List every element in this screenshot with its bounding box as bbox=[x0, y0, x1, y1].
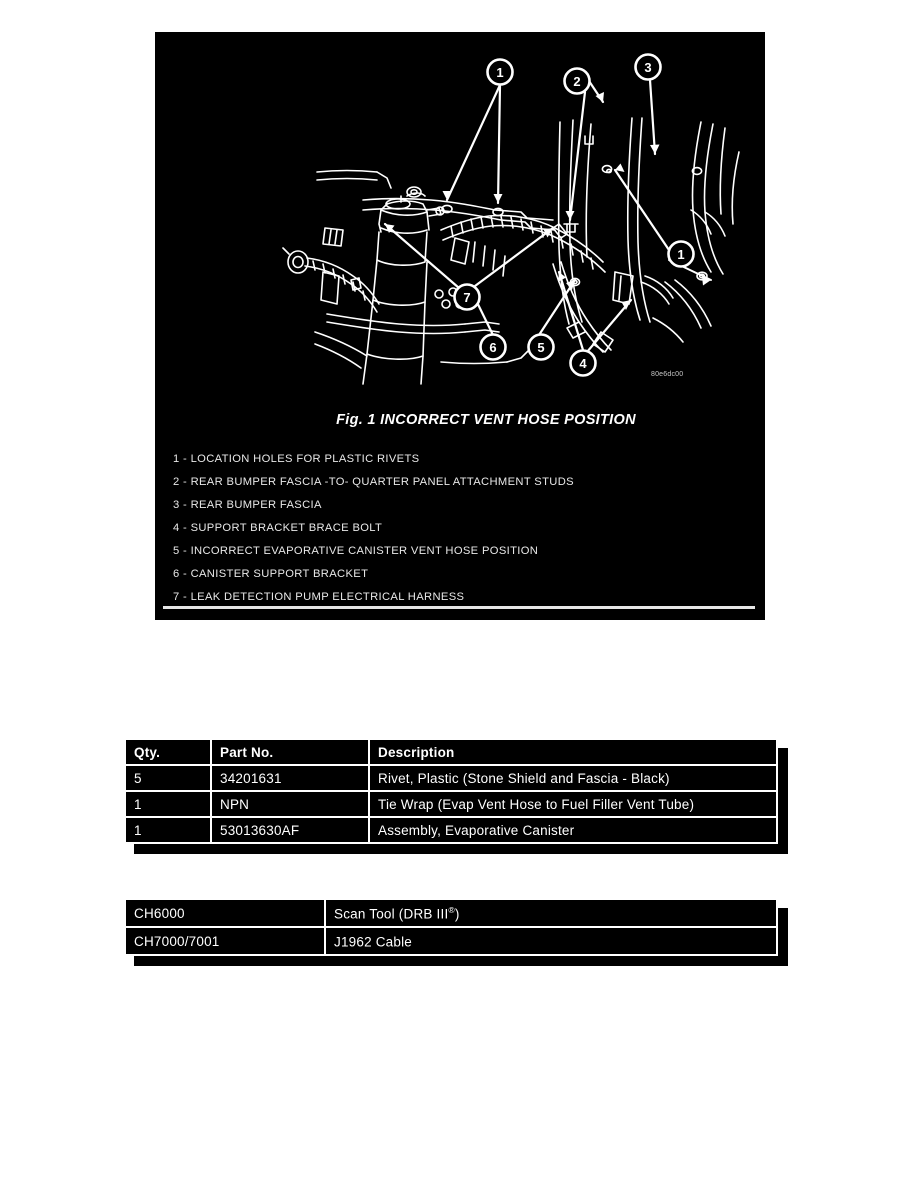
legend-divider-rule bbox=[163, 606, 755, 609]
svg-text:1: 1 bbox=[677, 247, 685, 262]
legend-item: 2 - REAR BUMPER FASCIA -TO- QUARTER PANEL ATTACHMENT STUDS bbox=[173, 476, 574, 488]
column-header-description: Description bbox=[369, 739, 777, 765]
parts-table-block bbox=[124, 738, 778, 844]
table-row bbox=[125, 927, 777, 955]
svg-text:1: 1 bbox=[496, 65, 504, 80]
figure-panel bbox=[155, 32, 765, 620]
callout-marker-4 bbox=[571, 351, 596, 376]
cell-part-no: NPN bbox=[211, 791, 369, 817]
table-row bbox=[125, 899, 777, 927]
cell-tool-number: CH6000 bbox=[125, 899, 325, 927]
table-row bbox=[125, 765, 777, 791]
cell-tool-number: CH7000/7001 bbox=[125, 927, 325, 955]
special-tools-table bbox=[124, 898, 778, 956]
table-header-row bbox=[125, 739, 777, 765]
svg-text:6: 6 bbox=[489, 340, 497, 355]
svg-text:5: 5 bbox=[537, 340, 545, 355]
table-row bbox=[125, 791, 777, 817]
tool-description-text: Scan Tool (DRB III bbox=[334, 906, 449, 922]
cell-tool-description bbox=[325, 927, 777, 955]
cell-qty: 5 bbox=[125, 765, 211, 791]
svg-text:7: 7 bbox=[463, 290, 471, 305]
column-header-qty: Qty. bbox=[125, 739, 211, 765]
cell-description: Assembly, Evaporative Canister bbox=[369, 817, 777, 843]
cell-qty: 1 bbox=[125, 791, 211, 817]
vent-hose-diagram-illustration bbox=[155, 32, 765, 392]
legend-item: 5 - INCORRECT EVAPORATIVE CANISTER VENT HOSE POSITION bbox=[173, 545, 539, 557]
parts-table bbox=[124, 738, 778, 844]
table-row bbox=[125, 817, 777, 843]
callout-marker-7 bbox=[455, 285, 480, 310]
callout-marker-1 bbox=[488, 60, 513, 85]
svg-text:2: 2 bbox=[573, 74, 581, 89]
figure-caption: Fig. 1 INCORRECT VENT HOSE POSITION bbox=[336, 412, 636, 428]
tool-description-text: J1962 Cable bbox=[334, 934, 413, 950]
cell-qty: 1 bbox=[125, 817, 211, 843]
callout-marker-6 bbox=[481, 335, 506, 360]
callout-marker-5 bbox=[529, 335, 554, 360]
svg-text:3: 3 bbox=[644, 60, 652, 75]
cell-description: Rivet, Plastic (Stone Shield and Fascia - Black) bbox=[369, 765, 777, 791]
legend-item: 6 - CANISTER SUPPORT BRACKET bbox=[173, 568, 369, 580]
tool-description-suffix: ) bbox=[454, 906, 460, 922]
cell-part-no: 53013630AF bbox=[211, 817, 369, 843]
registered-mark-icon: ® bbox=[448, 904, 455, 915]
callout-marker-2 bbox=[565, 69, 590, 94]
legend-item: 1 - LOCATION HOLES FOR PLASTIC RIVETS bbox=[173, 453, 420, 465]
legend-item: 3 - REAR BUMPER FASCIA bbox=[173, 499, 322, 511]
artwork-reference-code: 80e6dc00 bbox=[651, 371, 684, 378]
legend-item: 4 - SUPPORT BRACKET BRACE BOLT bbox=[173, 522, 383, 534]
callout-marker-1 bbox=[669, 242, 694, 267]
figure-legend bbox=[173, 448, 753, 609]
cell-description: Tie Wrap (Evap Vent Hose to Fuel Filler Vent Tube) bbox=[369, 791, 777, 817]
cell-tool-description bbox=[325, 899, 777, 927]
svg-text:4: 4 bbox=[579, 356, 587, 371]
legend-item: 7 - LEAK DETECTION PUMP ELECTRICAL HARNESS bbox=[173, 591, 465, 603]
tools-table-block bbox=[124, 898, 778, 956]
cell-part-no: 34201631 bbox=[211, 765, 369, 791]
column-header-part-no: Part No. bbox=[211, 739, 369, 765]
callout-marker-3 bbox=[636, 55, 661, 80]
